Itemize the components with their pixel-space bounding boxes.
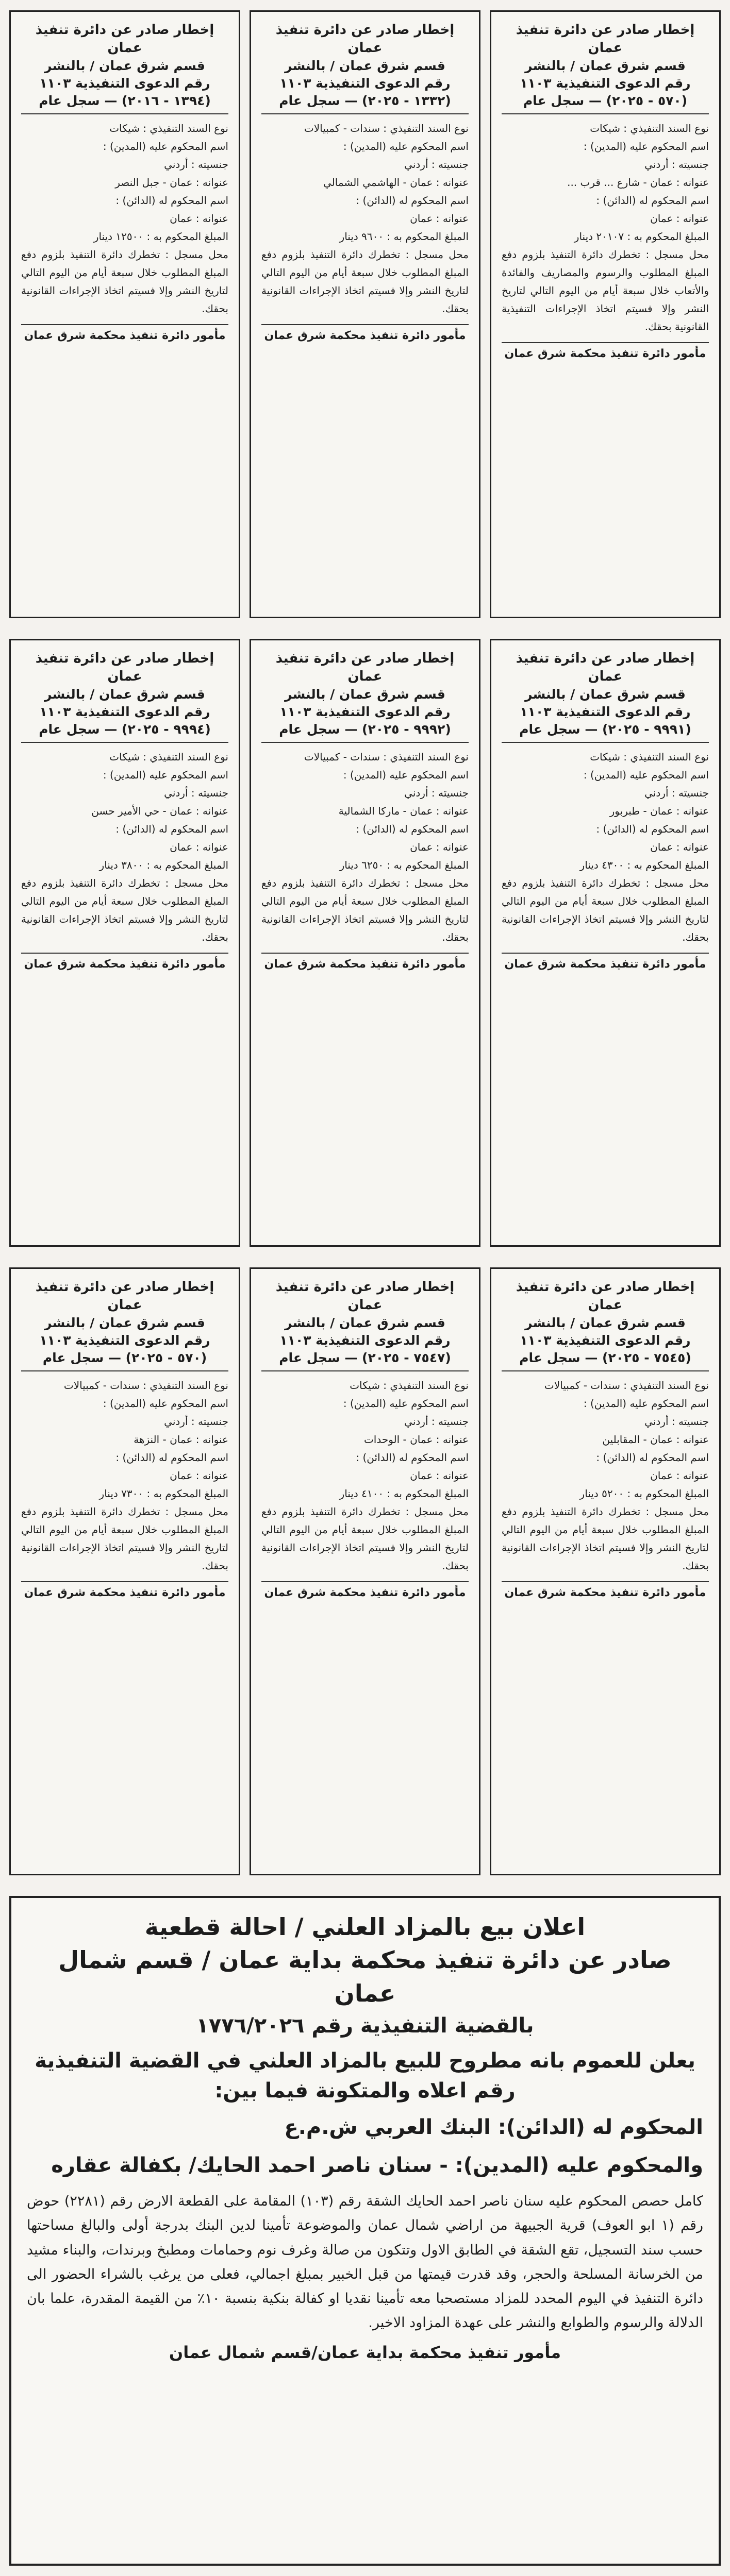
notice-case-number: رقم الدعوى التنفيذية ١١٠٣ <box>39 704 210 719</box>
notice-line: اسم المحكوم عليه (المدين) : <box>583 769 709 782</box>
notice-line: عنوانه : عمان - النزهة <box>134 1433 228 1446</box>
notice-body <box>502 120 709 336</box>
notice-title: إخطار صادر عن دائرة تنفيذ عمان <box>516 1279 695 1313</box>
notice-department: قسم شرق عمان / بالنشر <box>44 1315 205 1331</box>
notice-line: المبلغ المحكوم به : ٥٢٠٠ دينار <box>579 1487 709 1500</box>
notice-body <box>261 1377 469 1575</box>
auction-lead: يعلن للعموم بانه مطروح للبيع بالمزاد العلني في القضية التنفيذية رقم اعلاه والمتكونة فيما بين: <box>35 2049 695 2103</box>
notice-line: اسم المحكوم عليه (المدين) : <box>343 1397 469 1410</box>
notice-line: نوع السند التنفيذي : سندات - كمبيالات <box>304 122 469 135</box>
notice-line: اسم المحكوم له (الدائن) : <box>115 1451 228 1464</box>
notice-signature: مأمور دائرة تنفيذ محكمة شرق عمان <box>261 324 469 342</box>
notice-line: اسم المحكوم عليه (المدين) : <box>583 140 709 153</box>
notice-line: نوع السند التنفيذي : شيكات <box>590 751 709 764</box>
notice-line: المبلغ المحكوم به : ٩٦٠٠ دينار <box>339 230 469 243</box>
notice-signature: مأمور دائرة تنفيذ محكمة شرق عمان <box>261 1581 469 1599</box>
notice-header <box>502 1278 709 1371</box>
notice-case-number: رقم الدعوى التنفيذية ١١٠٣ <box>39 75 210 91</box>
notice-register: (١٣٣٢ - ٢٠٢٥) — سجل عام <box>279 93 451 108</box>
notice-register: (٥٧٠ - ٢٠٢٥) — سجل عام <box>42 1350 207 1365</box>
notice-title: إخطار صادر عن دائرة تنفيذ عمان <box>35 1279 214 1313</box>
notice-line: محل مسجل : تخطرك دائرة التنفيذ بلزوم دفع المبلغ المطلوب خلال سبعة أيام من اليوم التالي لتاريخ النشر وإلا فسيتم اتخاذ الإجراءات القانونية بحقك. <box>261 248 469 315</box>
notice-line: عنوانه : عمان <box>410 841 469 854</box>
notice-case-number: رقم الدعوى التنفيذية ١١٠٣ <box>279 704 451 719</box>
notice-body <box>21 1377 228 1575</box>
notice-line: اسم المحكوم عليه (المدين) : <box>343 769 469 782</box>
notice-line: جنسيته : أردني <box>644 158 709 171</box>
notice-signature: مأمور دائرة تنفيذ محكمة شرق عمان <box>21 324 228 342</box>
notice-line: نوع السند التنفيذي : شيكات <box>590 122 709 135</box>
notice-line: جنسيته : أردني <box>644 1415 709 1428</box>
notice-line: محل مسجل : تخطرك دائرة التنفيذ بلزوم دفع المبلغ المطلوب خلال سبعة أيام من اليوم التالي لتاريخ النشر وإلا فسيتم اتخاذ الإجراءات القانونية بحقك. <box>502 877 709 944</box>
notice-line: جنسيته : أردني <box>164 1415 228 1428</box>
notice-line: نوع السند التنفيذي : شيكات <box>350 1379 469 1392</box>
execution-notice <box>250 1267 480 1875</box>
notice-register: (٥٧٠ - ٢٠٢٥) — سجل عام <box>523 93 688 108</box>
notice-case-number: رقم الدعوى التنفيذية ١١٠٣ <box>39 1332 210 1348</box>
notice-department: قسم شرق عمان / بالنشر <box>525 1315 686 1331</box>
notice-title: إخطار صادر عن دائرة تنفيذ عمان <box>35 22 214 56</box>
notice-line: نوع السند التنفيذي : شيكات <box>109 751 228 764</box>
notice-line: عنوانه : عمان <box>170 212 228 225</box>
notice-body <box>261 120 469 318</box>
notice-line: اسم المحكوم عليه (المدين) : <box>343 140 469 153</box>
notice-line: نوع السند التنفيذي : سندات - كمبيالات <box>63 1379 228 1392</box>
notice-department: قسم شرق عمان / بالنشر <box>285 58 445 74</box>
notice-header <box>21 650 228 743</box>
notice-line: المبلغ المحكوم به : ١٢٥٠٠ دينار <box>93 230 228 243</box>
execution-notice <box>9 10 240 618</box>
notice-line: عنوانه : عمان - جبل النصر <box>115 176 228 189</box>
notice-department: قسم شرق عمان / بالنشر <box>285 687 445 702</box>
auction-creditor: المحكوم له (الدائن): البنك العربي ش.م.ع <box>284 2115 703 2140</box>
notice-department: قسم شرق عمان / بالنشر <box>525 687 686 702</box>
notice-case-number: رقم الدعوى التنفيذية ١١٠٣ <box>520 75 691 91</box>
notice-line: عنوانه : عمان - الوحدات <box>363 1433 469 1446</box>
notice-header <box>502 21 709 114</box>
notice-line: جنسيته : أردني <box>404 787 469 800</box>
notice-register: (٩٩٩١ - ٢٠٢٥) — سجل عام <box>519 721 691 737</box>
notice-department: قسم شرق عمان / بالنشر <box>44 58 205 74</box>
notice-line: اسم المحكوم له (الدائن) : <box>356 823 469 836</box>
notice-line: محل مسجل : تخطرك دائرة التنفيذ بلزوم دفع المبلغ المطلوب والرسوم والمصاريف والفائدة والأتعاب خلال سبعة أيام من اليوم التالي لتاريخ النشر وإلا فسيتم اتخاذ الإجراءات التنفيذية القانونية بحقك. <box>502 248 709 333</box>
notice-case-number: رقم الدعوى التنفيذية ١١٠٣ <box>279 1332 451 1348</box>
notice-register: (٧٥٤٧ - ٢٠٢٥) — سجل عام <box>279 1350 451 1365</box>
execution-notice <box>490 639 721 1247</box>
notice-line: عنوانه : عمان - الهاشمي الشمالي <box>323 176 469 189</box>
notice-signature: مأمور دائرة تنفيذ محكمة شرق عمان <box>502 953 709 971</box>
notice-line: جنسيته : أردني <box>404 1415 469 1428</box>
notice-line: المبلغ المحكوم به : ٢٠١٠٧ دينار <box>574 230 709 243</box>
notice-title: إخطار صادر عن دائرة تنفيذ عمان <box>35 651 214 685</box>
notice-title: إخطار صادر عن دائرة تنفيذ عمان <box>275 22 455 56</box>
notice-title: إخطار صادر عن دائرة تنفيذ عمان <box>275 1279 455 1313</box>
notice-line: عنوانه : عمان <box>170 1469 228 1482</box>
notice-title: إخطار صادر عن دائرة تنفيذ عمان <box>516 22 695 56</box>
notice-body <box>502 748 709 946</box>
notice-line: نوع السند التنفيذي : سندات - كمبيالات <box>304 751 469 764</box>
notice-case-number: رقم الدعوى التنفيذية ١١٠٣ <box>520 1332 691 1348</box>
notice-signature: مأمور دائرة تنفيذ محكمة شرق عمان <box>502 1581 709 1599</box>
notice-case-number: رقم الدعوى التنفيذية ١١٠٣ <box>520 704 691 719</box>
auction-body: كامل حصص المحكوم عليه سنان ناصر احمد الحايك الشقة رقم (١٠٣) المقامة على القطعة الارض رقم (٢٢٨١) حوض رقم (١ ابو العوف) قرية الجبيهة من اراضي شمال عمان والموضوعة تأمينا لدين البنك بدرجة أولى والبالغ مساحتها حسب سند التسجيل، تقع الشقة في الطابق الاول وتتكون من صالة وغرف نوم وحمامات ومطبخ وبرندات، والبناء مشيد من الخرسانة المسلحة والحجر، وقد قدرت قيمتها من قبل الخبير بمبلغ اجمالي، فعلى من يرغب بالشراء الحضور الى دائرة التنفيذ في اليوم المحدد للمزاد مستصحبا معه تأمينا نقديا او كفالة بنكية بنسبة ١٠٪ من القيمة المقدرة، علما بان الدلالة والرسوم والطوابع والنشر على عهدة المزاود الاخير. <box>27 2193 703 2331</box>
notice-line: المبلغ المحكوم به : ٤١٠٠ دينار <box>339 1487 469 1500</box>
notice-header <box>502 650 709 743</box>
notice-department: قسم شرق عمان / بالنشر <box>525 58 686 74</box>
notice-register: (٧٥٤٥ - ٢٠٢٥) — سجل عام <box>519 1350 691 1365</box>
notice-case-number: رقم الدعوى التنفيذية ١١٠٣ <box>279 75 451 91</box>
notice-line: اسم المحكوم عليه (المدين) : <box>103 140 228 153</box>
notice-line: عنوانه : عمان - شارع ... قرب ... <box>567 176 709 189</box>
notice-line: عنوانه : عمان <box>650 1469 709 1482</box>
notice-line: اسم المحكوم عليه (المدين) : <box>103 1397 228 1410</box>
notice-line: محل مسجل : تخطرك دائرة التنفيذ بلزوم دفع المبلغ المطلوب خلال سبعة أيام من اليوم التالي لتاريخ النشر وإلا فسيتم اتخاذ الإجراءات القانونية بحقك. <box>502 1505 709 1572</box>
auction-issuer: صادر عن دائرة تنفيذ محكمة بداية عمان / قسم شمال عمان <box>58 1946 672 2007</box>
notice-line: جنسيته : أردني <box>164 158 228 171</box>
notice-line: المبلغ المحكوم به : ٦٢٥٠ دينار <box>339 859 469 872</box>
notice-line: عنوانه : عمان <box>650 841 709 854</box>
notice-header <box>261 650 469 743</box>
notice-line: محل مسجل : تخطرك دائرة التنفيذ بلزوم دفع المبلغ المطلوب خلال سبعة أيام من اليوم التالي لتاريخ النشر وإلا فسيتم اتخاذ الإجراءات القانونية بحقك. <box>21 877 228 944</box>
notice-line: عنوانه : عمان - طبربور <box>609 805 709 818</box>
notice-line: جنسيته : أردني <box>164 787 228 800</box>
notice-signature: مأمور دائرة تنفيذ محكمة شرق عمان <box>502 342 709 360</box>
notice-header <box>21 1278 228 1371</box>
execution-notice <box>9 639 240 1247</box>
notice-line: المبلغ المحكوم به : ٤٣٠٠ دينار <box>579 859 709 872</box>
auction-debtor: والمحكوم عليه (المدين): - سنان ناصر احمد الحايك/ بكفالة عقاره <box>51 2154 703 2178</box>
auction-signature: مأمور تنفيذ محكمة بداية عمان/قسم شمال عمان <box>169 2342 561 2362</box>
notice-line: نوع السند التنفيذي : شيكات <box>109 122 228 135</box>
notice-line: جنسيته : أردني <box>644 787 709 800</box>
notice-line: نوع السند التنفيذي : سندات - كمبيالات <box>544 1379 709 1392</box>
notice-body <box>261 748 469 946</box>
execution-notice <box>250 10 480 618</box>
notice-body <box>21 120 228 318</box>
notice-register: (١٣٩٤ - ٢٠١٦) — سجل عام <box>39 93 211 108</box>
notice-line: اسم المحكوم له (الدائن) : <box>356 194 469 207</box>
execution-notice <box>250 639 480 1247</box>
notice-line: جنسيته : أردني <box>404 158 469 171</box>
notice-header <box>21 21 228 114</box>
notice-department: قسم شرق عمان / بالنشر <box>285 1315 445 1331</box>
notices-row-3 <box>9 1267 721 1875</box>
notice-signature: مأمور دائرة تنفيذ محكمة شرق عمان <box>21 953 228 971</box>
notice-line: عنوانه : عمان <box>410 212 469 225</box>
notice-line: المبلغ المحكوم به : ٧٣٠٠ دينار <box>99 1487 228 1500</box>
notices-row-2 <box>9 639 721 1247</box>
notice-line: عنوانه : عمان - ماركا الشمالية <box>338 805 469 818</box>
notice-line: عنوانه : عمان <box>650 212 709 225</box>
notice-line: اسم المحكوم له (الدائن) : <box>596 194 709 207</box>
notice-line: محل مسجل : تخطرك دائرة التنفيذ بلزوم دفع المبلغ المطلوب خلال سبعة أيام من اليوم التالي لتاريخ النشر وإلا فسيتم اتخاذ الإجراءات القانونية بحقك. <box>21 1505 228 1572</box>
notice-header <box>261 21 469 114</box>
notice-line: عنوانه : عمان <box>170 841 228 854</box>
notice-body <box>502 1377 709 1575</box>
notice-header <box>261 1278 469 1371</box>
notice-signature: مأمور دائرة تنفيذ محكمة شرق عمان <box>21 1581 228 1599</box>
notice-line: عنوانه : عمان - حي الأمير حسن <box>91 805 228 818</box>
auction-title: اعلان بيع بالمزاد العلني / احالة قطعية <box>144 1913 586 1941</box>
notice-body <box>21 748 228 946</box>
notice-line: اسم المحكوم عليه (المدين) : <box>583 1397 709 1410</box>
notice-line: محل مسجل : تخطرك دائرة التنفيذ بلزوم دفع المبلغ المطلوب خلال سبعة أيام من اليوم التالي لتاريخ النشر وإلا فسيتم اتخاذ الإجراءات القانونية بحقك. <box>21 248 228 315</box>
notice-line: اسم المحكوم له (الدائن) : <box>596 1451 709 1464</box>
notice-register: (٩٩٩٢ - ٢٠٢٥) — سجل عام <box>279 721 451 737</box>
auction-case-number: بالقضية التنفيذية رقم ١٧٧٦/٢٠٢٦ <box>196 2014 534 2038</box>
notice-line: المبلغ المحكوم به : ٣٨٠٠ دينار <box>99 859 228 872</box>
notice-register: (٩٩٩٤ - ٢٠٢٥) — سجل عام <box>39 721 211 737</box>
notices-row-1 <box>9 10 721 618</box>
notice-title: إخطار صادر عن دائرة تنفيذ عمان <box>275 651 455 685</box>
notice-line: اسم المحكوم له (الدائن) : <box>115 194 228 207</box>
notice-line: اسم المحكوم عليه (المدين) : <box>103 769 228 782</box>
notice-signature: مأمور دائرة تنفيذ محكمة شرق عمان <box>261 953 469 971</box>
notice-line: اسم المحكوم له (الدائن) : <box>356 1451 469 1464</box>
notice-department: قسم شرق عمان / بالنشر <box>44 687 205 702</box>
execution-notice <box>490 10 721 618</box>
notice-line: اسم المحكوم له (الدائن) : <box>596 823 709 836</box>
execution-notice <box>9 1267 240 1875</box>
notice-line: محل مسجل : تخطرك دائرة التنفيذ بلزوم دفع المبلغ المطلوب خلال سبعة أيام من اليوم التالي لتاريخ النشر وإلا فسيتم اتخاذ الإجراءات القانونية بحقك. <box>261 877 469 944</box>
auction-announcement <box>9 1896 721 2566</box>
notice-line: عنوانه : عمان - المقابلين <box>602 1433 709 1446</box>
execution-notice <box>490 1267 721 1875</box>
notice-line: اسم المحكوم له (الدائن) : <box>115 823 228 836</box>
notice-title: إخطار صادر عن دائرة تنفيذ عمان <box>516 651 695 685</box>
notice-line: محل مسجل : تخطرك دائرة التنفيذ بلزوم دفع المبلغ المطلوب خلال سبعة أيام من اليوم التالي لتاريخ النشر وإلا فسيتم اتخاذ الإجراءات القانونية بحقك. <box>261 1505 469 1572</box>
notice-line: عنوانه : عمان <box>410 1469 469 1482</box>
